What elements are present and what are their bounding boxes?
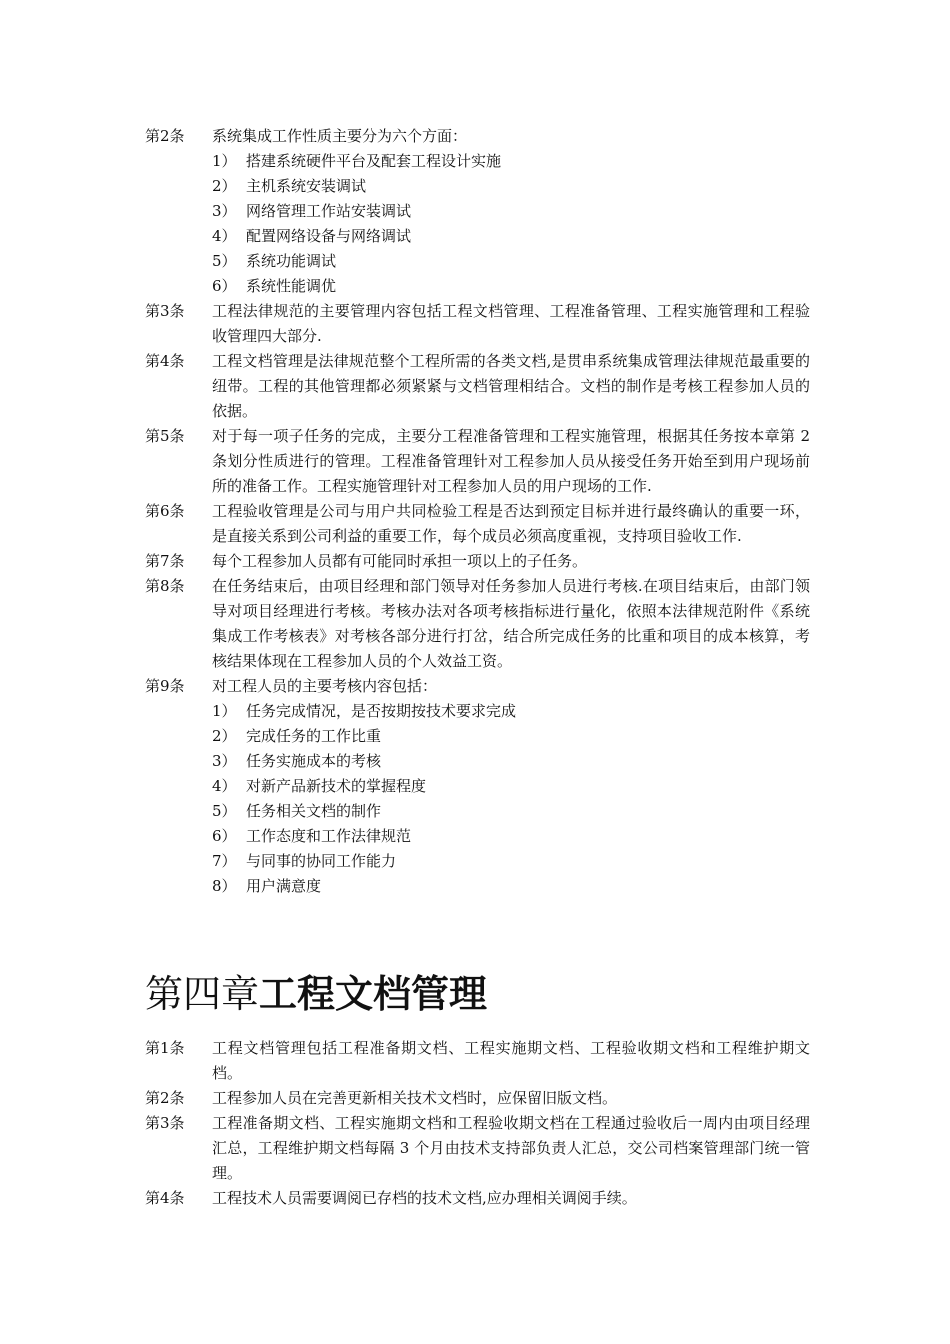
list-item [145,149,810,174]
item-number: 5） [212,802,237,820]
item-text: 任务相关文档的制作 [246,802,382,820]
article [145,124,810,149]
item-number: 2） [212,177,237,195]
list-item [145,849,810,874]
item-number: 6） [212,277,237,295]
item-number: 7） [212,852,237,870]
item-number: 3） [212,752,237,770]
item-text: 网络管理工作站安装调试 [246,202,412,220]
article-text: 对工程人员的主要考核内容包括： [212,677,438,695]
article-text: 每个工程参加人员都有可能同时承担一项以上的子任务。 [212,552,588,570]
article-label: 第4条 [145,352,185,370]
list-item [145,699,810,724]
article-list-2 [145,1036,810,1211]
item-number: 2） [212,727,237,745]
list-item [145,274,810,299]
list-item [145,199,810,224]
item-text: 搭建系统硬件平台及配套工程设计实施 [246,152,502,170]
article-label: 第6条 [145,502,185,520]
item-text: 配置网络设备与网络调试 [246,227,412,245]
article-text: 工程技术人员需要调阅已存档的技术文档,应办理相关调阅手续。 [212,1189,637,1207]
article [145,299,810,349]
article [145,424,810,499]
article-list-1 [145,124,810,899]
article-text: 工程验收管理是公司与用户共同检验工程是否达到预定目标并进行最终确认的重要一环，是直接关系到公司利益的重要工作，每个成员必须高度重视，支持项目验收工作. [212,502,810,545]
article-text: 工程法律规范的主要管理内容包括工程文档管理、工程准备管理、工程实施管理和工程验收管理四大部分. [212,302,810,345]
article-label: 第9条 [145,677,185,695]
chapter-title: 工程文档管理 [259,972,488,1016]
item-number: 4） [212,777,237,795]
item-text: 完成任务的工作比重 [246,727,382,745]
article-label: 第5条 [145,427,185,445]
item-text: 工作态度和工作法律规范 [246,827,412,845]
article-label: 第2条 [145,127,185,145]
item-number: 1） [212,702,237,720]
list-item [145,749,810,774]
item-number: 8） [212,877,237,895]
article [145,674,810,699]
article [145,499,810,549]
list-item [145,824,810,849]
item-text: 用户满意度 [246,877,322,895]
article-text: 工程参加人员在完善更新相关技术文档时，应保留旧版文档。 [212,1089,618,1107]
article-label: 第7条 [145,552,185,570]
article-text: 工程准备期文档、工程实施期文档和工程验收期文档在工程通过验收后一周内由项目经理汇总，工程维护期文档每隔 3 个月由技术支持部负责人汇总，交公司档案管理部门统一管理。 [212,1114,810,1182]
article-label: 第3条 [145,302,185,320]
article-label: 第3条 [145,1114,185,1132]
list-item [145,774,810,799]
chapter-number: 第四章 [145,972,260,1016]
article [145,574,810,674]
article [145,1036,810,1086]
item-text: 任务实施成本的考核 [246,752,382,770]
list-item [145,174,810,199]
item-number: 6） [212,827,237,845]
article-text: 系统集成工作性质主要分为六个方面： [212,127,468,145]
article [145,349,810,424]
item-text: 任务完成情况，是否按期按技术要求完成 [246,702,517,720]
article [145,549,810,574]
item-text: 系统性能调优 [246,277,337,295]
item-text: 系统功能调试 [246,252,337,270]
item-number: 3） [212,202,237,220]
list-item [145,224,810,249]
article-text: 在任务结束后，由项目经理和部门领导对任务参加人员进行考核.在项目结束后，由部门领导对项目经理进行考核。考核办法对各项考核指标进行量化，依照本法律规范附件《系统集成工作考核表》对考核各部分进行打岔，结合所完成任务的比重和项目的成本核算，考核结果体现在工程参加人员的个人效益工资。 [212,577,810,670]
item-number: 4） [212,227,237,245]
article [145,1111,810,1186]
item-number: 5） [212,252,237,270]
chapter-heading [145,964,487,1024]
item-text: 主机系统安装调试 [246,177,367,195]
article-text: 工程文档管理是法律规范整个工程所需的各类文档,是贯串系统集成管理法律规范最重要的纽带。工程的其他管理都必须紧紧与文档管理相结合。文档的制作是考核工程参加人员的依据。 [212,352,810,420]
list-item [145,799,810,824]
article-text: 对于每一项子任务的完成，主要分工程准备管理和工程实施管理，根据其任务按本章第 2 条划分性质进行的管理。工程准备管理针对工程参加人员从接受任务开始至到用户现场前所的准备工作。工程实施管理针对工程参加人员的用户现场的工作. [212,427,810,495]
list-item [145,249,810,274]
article [145,1086,810,1111]
article [145,1186,810,1211]
article-label: 第4条 [145,1189,185,1207]
article-label: 第2条 [145,1089,185,1107]
article-label: 第8条 [145,577,185,595]
list-item [145,874,810,899]
article-label: 第1条 [145,1039,185,1057]
item-text: 与同事的协同工作能力 [246,852,397,870]
list-item [145,724,810,749]
article-text: 工程文档管理包括工程准备期文档、工程实施期文档、工程验收期文档和工程维护期文档。 [212,1039,810,1082]
item-text: 对新产品新技术的掌握程度 [246,777,427,795]
item-number: 1） [212,152,237,170]
